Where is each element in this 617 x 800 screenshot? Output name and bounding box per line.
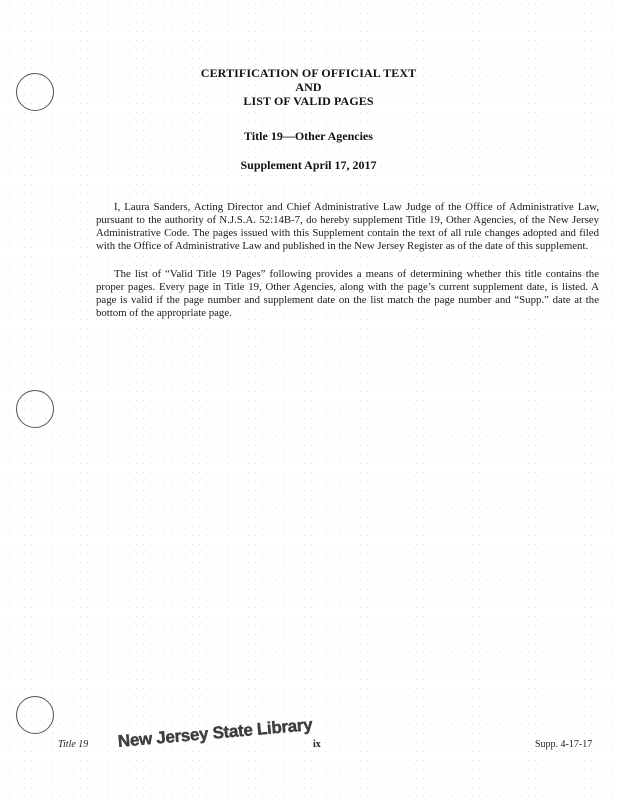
heading-line-2: AND (295, 80, 322, 94)
certification-paragraph: I, Laura Sanders, Acting Director and Chief Administrative Law Judge of the Office of Administrative Law, pursuant to the authority of N.J.S.A. 52:14B-7, do hereby supplement Title 19, Other Agencies, of the New Jersey Administrative Code. The pages issued with this Supplement contain the text of all rule changes adopted and filed with the Office of Administrative Law and published in the New Jersey Register as of the date of this supplement. (96, 201, 599, 252)
heading-line-1: CERTIFICATION OF OFFICIAL TEXT (200, 66, 417, 80)
library-stamp: New Jersey State Library (117, 715, 314, 751)
punch-hole-bottom (16, 696, 54, 734)
footer-title: Title 19 (58, 739, 89, 750)
valid-pages-paragraph: The list of “Valid Title 19 Pages” following provides a means of determining whether this title contains the proper pages. Every page in Title 19, Other Agencies, along with the page’s current supplement date, is listed. A page is valid if the page number and supplement date on the list match the page number and “Supp.” date at the bottom of the appropriate page. (96, 268, 599, 319)
page-number: ix (313, 739, 321, 750)
punch-hole-middle (16, 390, 54, 428)
footer-supplement-date: Supp. 4-17-17 (535, 739, 593, 750)
certification-heading (0, 66, 617, 108)
heading-line-3: LIST OF VALID PAGES (243, 94, 374, 108)
title-heading: Title 19—Other Agencies (244, 129, 373, 143)
supplement-date-heading: Supplement April 17, 2017 (240, 158, 377, 172)
